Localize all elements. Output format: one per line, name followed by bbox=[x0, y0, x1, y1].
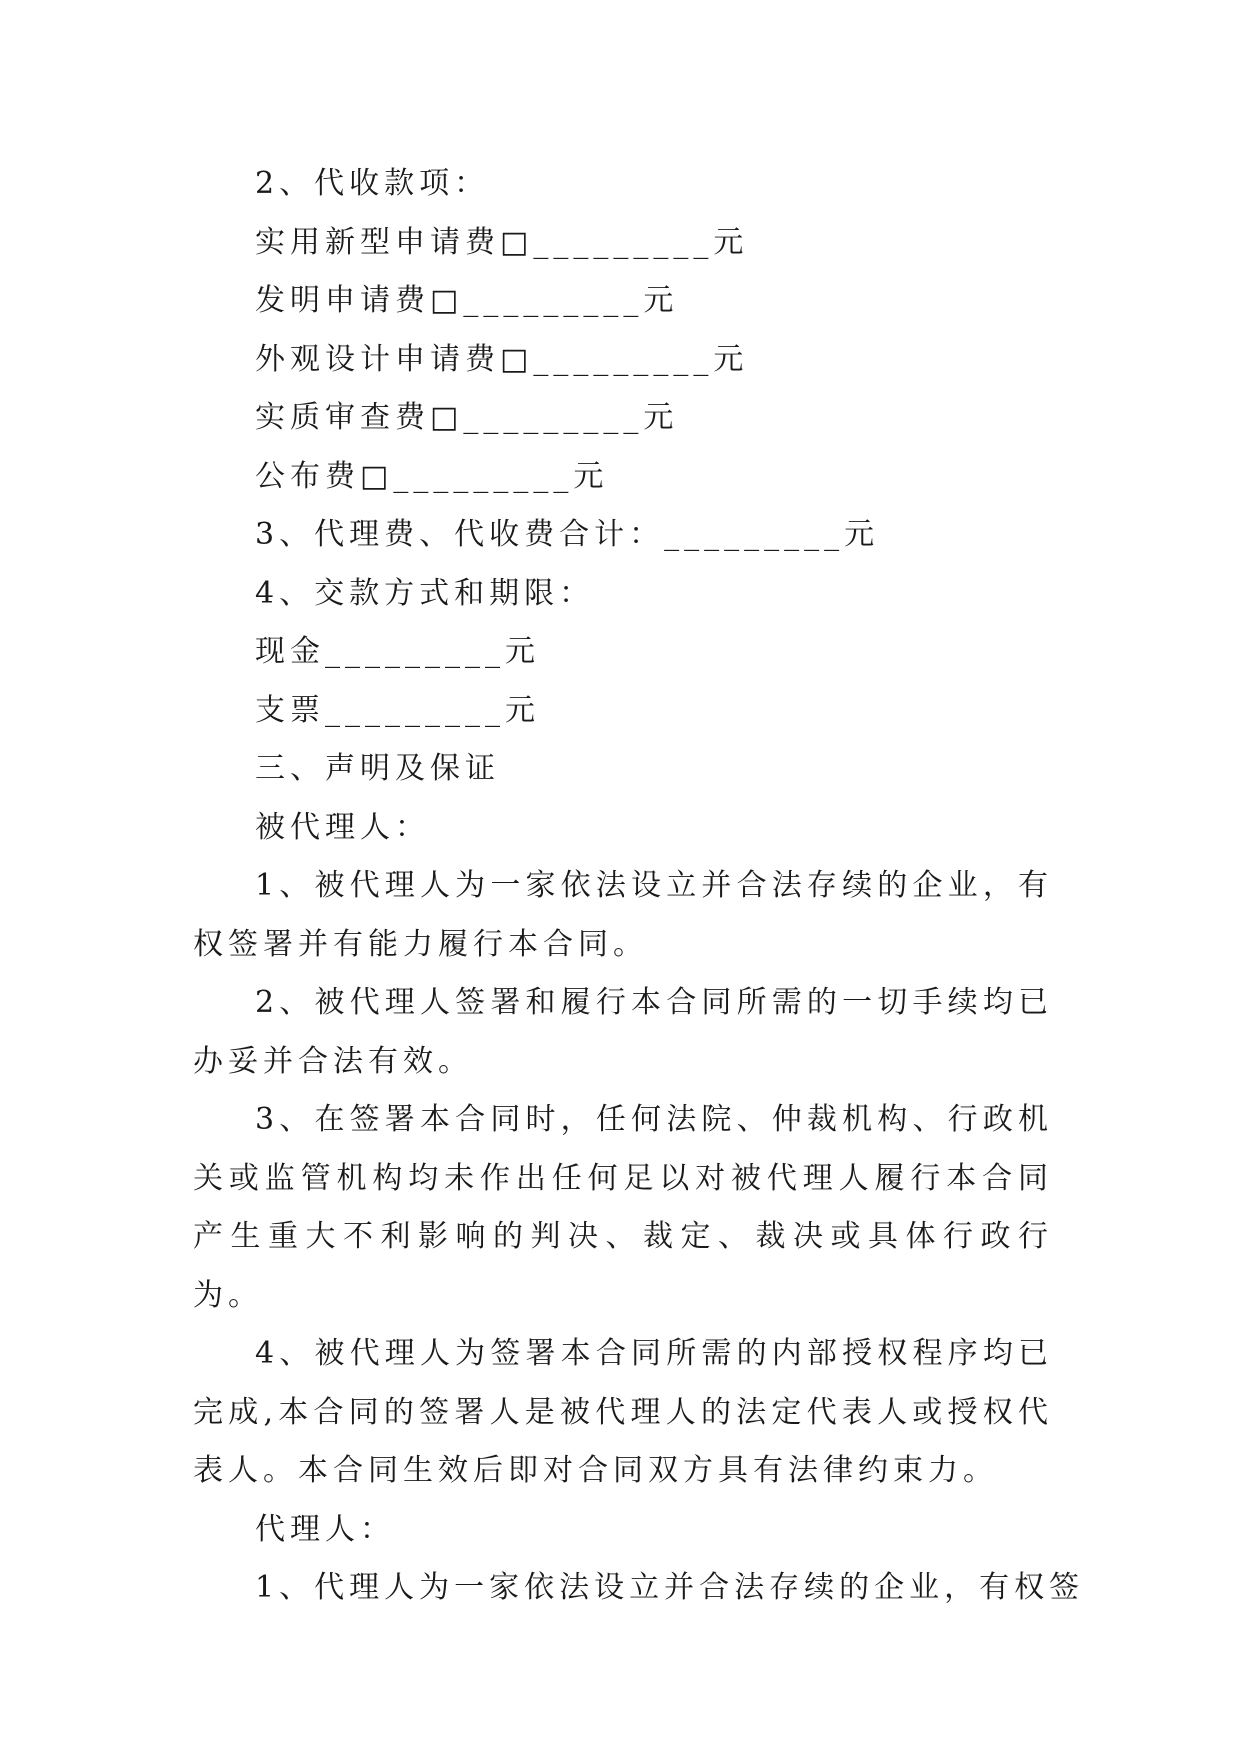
fee-utility-model-line: 实用新型申请费□_________元 bbox=[255, 224, 749, 260]
principal-clause-2: 2、被代理人签署和履行本合同所需的一切手续均已办妥并合法有效。 bbox=[193, 985, 1053, 1079]
principal-clause-1: 1、被代理人为一家依法设立并合法存续的企业，有权签署并有能力履行本合同。 bbox=[193, 868, 1053, 962]
fee-design-line: 外观设计申请费□_________元 bbox=[255, 341, 749, 377]
fee-total-line: 3、代理费、代收费合计：_________元 bbox=[255, 517, 880, 552]
payment-cash-line: 现金_________元 bbox=[255, 634, 540, 669]
fee-invention-line: 发明申请费□_________元 bbox=[255, 283, 679, 318]
fee-examination-line: 实质审查费□_________元 bbox=[255, 400, 679, 435]
document-body bbox=[193, 155, 1085, 1618]
fee-publication-line: 公布费□_________元 bbox=[255, 458, 609, 494]
payment-method-heading: 4、交款方式和期限： bbox=[255, 575, 595, 611]
section-heading-declarations: 三、声明及保证 bbox=[255, 751, 500, 786]
payment-check-line: 支票_________元 bbox=[255, 692, 540, 728]
principal-heading: 被代理人： bbox=[255, 809, 430, 845]
section-heading-collection: 2、代收款项： bbox=[255, 166, 490, 201]
principal-clause-4: 4、被代理人为签署本合同所需的内部授权程序均已完成,本合同的签署人是被代理人的法定代表人或授权代表人。本合同生效后即对合同双方具有法律约束力。 bbox=[193, 1336, 1053, 1488]
agent-clause-1: 1、代理人为一家依法设立并合法存续的企业，有权签 bbox=[255, 1570, 1085, 1605]
agent-heading: 代理人： bbox=[255, 1511, 395, 1547]
principal-clause-3: 3、在签署本合同时，任何法院、仲裁机构、行政机关或监管机构均未作出任何足以对被代理人履行本合同产生重大不利影响的判决、裁定、裁决或具体行政行为。 bbox=[193, 1102, 1053, 1313]
